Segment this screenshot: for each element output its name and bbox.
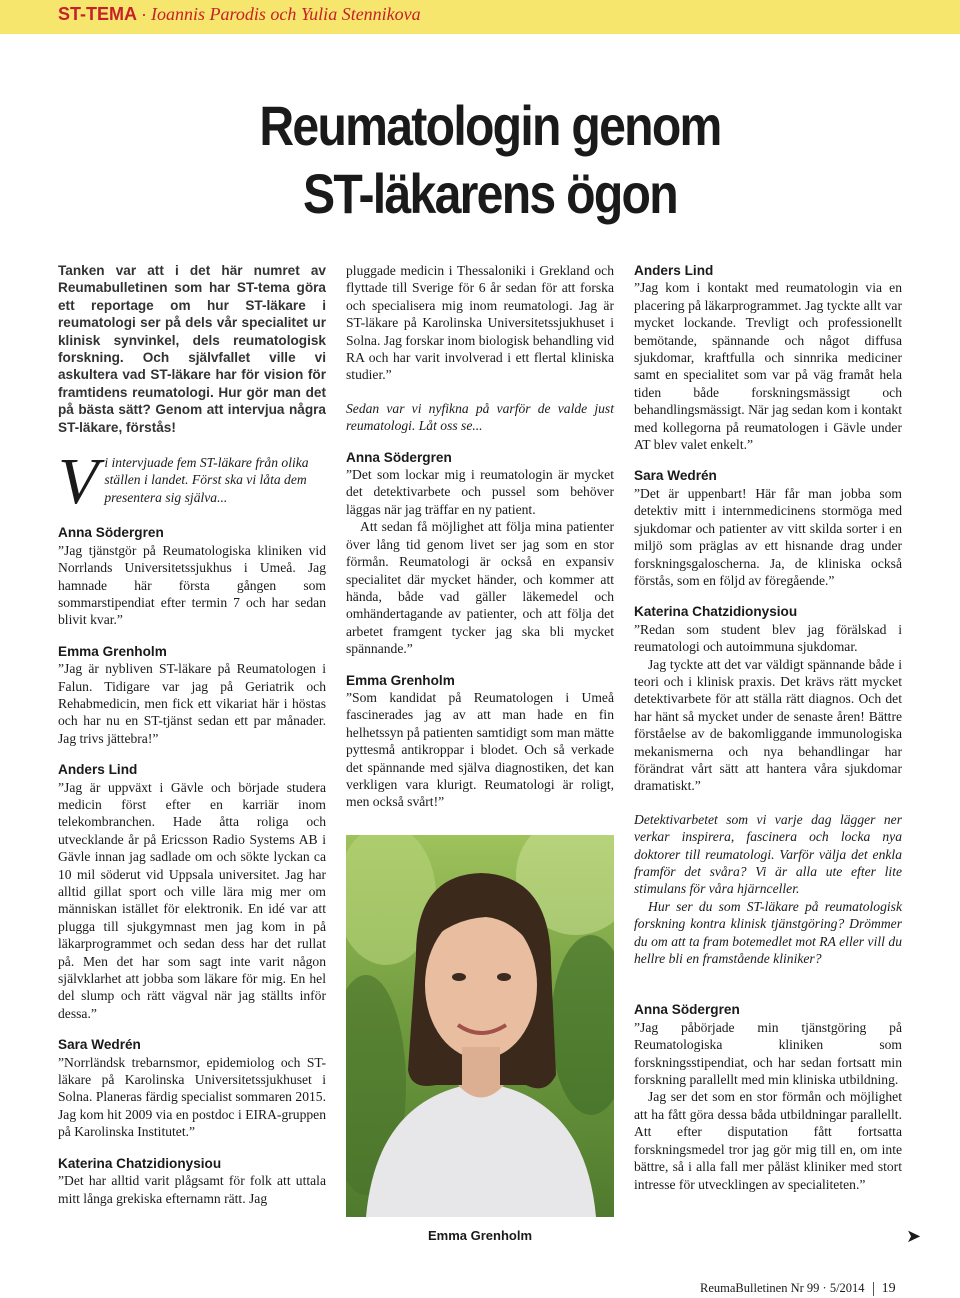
- footer-divider: [873, 1282, 874, 1296]
- interviewer-comment: Detektivarbetet som vi varje dag lägger ner verkar inspirera, fascinera och locka nya doktorer till reumatologi. Varför välja det enkla framför det svåra? Vi är alla ute efter lite stimulans för våra hjärnceller.: [634, 811, 902, 897]
- lead-paragraph: Tanken var att i det här numret av Reumabulletinen som har ST-tema göra ett reportage om hur ST-läkare i reumatologi ser på dels vår specialitet ur klinisk synvinkel, dels reumatologisk forskning. Och självfallet ville vi askultera vad ST-läkare har för vision för framtidens reumatologi. Hur gör man det på bästa sätt? Genom att intervjua några ST-läkare, förstås!: [58, 263, 326, 435]
- speaker-name: Katerina Chatzidionysiou: [634, 604, 798, 620]
- title-line-2: ST-läkarens ögon: [303, 162, 677, 225]
- portrait-photo: [346, 835, 614, 1217]
- speaker-quote: ”Det är uppenbart! Här får man jobba som detektiv mitt i internmedicinens stormöga med sjukdomar och patienter av vitt skilda sorter i en miljö som präglas av ett hisnande drag under forskningsgaloscherna. Ja, de kliniska också förstås, som en följd av föregående.”: [634, 485, 902, 588]
- section-label: ST-TEMA: [58, 4, 137, 24]
- section-header: [58, 4, 421, 25]
- journal-issue: ReumaBulletinen Nr 99 · 5/2014: [700, 1281, 865, 1295]
- drop-cap: V: [58, 445, 99, 519]
- page-footer: [700, 1281, 902, 1297]
- speaker-name: Anna Södergren: [346, 449, 452, 465]
- speaker-name: Anna Södergren: [58, 525, 164, 541]
- speaker-quote: ”Norrländsk trebarnsmor, epidemiolog och ST-läkare på Karolinska Universitetssjukhuset i Solna. Planeras färdig specialist sommaren 2015. Jag kom hit 2009 via en postdoc i EIRA-gruppen på Karolinska Institutet.”: [58, 1054, 326, 1140]
- speaker-name: Anders Lind: [634, 263, 714, 278]
- speaker-name: Emma Grenholm: [58, 643, 167, 659]
- speaker-quote: ”Jag tjänstgör på Reumatologiska kliniken vid Norrlands Universitetssjukhus i Umeå. Jag hamnade här första gången som sommarstipendiat efter termin 7 och har sedan blivit kvar.”: [58, 542, 326, 628]
- interviewer-question: Sedan var vi nyfikna på varför de valde just reumatologi. Låt oss se...: [346, 400, 614, 434]
- article-title: [206, 92, 774, 228]
- column-1: [58, 262, 326, 1207]
- column-2: [346, 262, 614, 811]
- speaker-quote-continued: Att sedan få möjlighet att följa mina patienter över lång tid genom livet ser jag som en stor förmån. Reumatologi är också en expansiv specialitet där mycket händer, och kommer att hända, både vad gäller läkemedel och omhändertagande av patienter, och att följa det arbetet framgent tycker jag ska bli mycket spännande.”: [346, 519, 614, 657]
- title-line-1: Reumatologin genom: [259, 94, 721, 157]
- speaker-quote: ”Jag kom i kontakt med reumatologin via en placering på läkarprogrammet. Jag tyckte allt var mycket lockande. Trevligt och professionellt bemötande, spännande och något diffusa sjukdomar, kraftfulla och sinnrika mediciner samt en specialitet som var på väg framåt hela tiden både forskningsmässigt och behandlingsmässigt. När jag sedan kom i kontakt med kollegorna på reumatologen i Gävle under AT blev valet enkelt.”: [634, 280, 902, 453]
- speaker-quote: ”Som kandidat på Reumatologen i Umeå fascinerades jag av att man hade en fin helhetssyn på patienten samtidigt som man mätte pyttesmå antikroppar i blodet. Och så verkade det spännande med själva diagnostiken, det kan verkligen vara klurigt. Reumatologi är roligt, men också svårt!”: [346, 689, 614, 810]
- speaker-name: Anders Lind: [58, 762, 138, 778]
- body-paragraph: pluggade medicin i Thessaloniki i Grekland och flyttade till Sverige för 6 år sedan för att forska och specialisera mig inom reumatologi. Jag är ST-läkare på Karolinska Universitetssjukhuset i Solna. Jag forskar inom biologisk behandling vid RA och har varit involverad i ett flertal kliniska studier.”: [346, 263, 614, 383]
- speaker-quote: ”Redan som student blev jag förälskad i reumatologi och autoimmuna sjukdomar.: [634, 621, 902, 655]
- speaker-name: Emma Grenholm: [346, 672, 455, 688]
- page-number: 19: [881, 1281, 896, 1296]
- intro-paragraph: [58, 445, 326, 519]
- column-3: [634, 262, 902, 1193]
- section-header-bar: [0, 0, 960, 34]
- speaker-quote: ”Jag är nybliven ST-läkare på Reumatologen i Falun. Tidigare var jag på Geriatrik och Rehabmedicin, men fick ett vikariat här i höstas och har nu en ST-tjänst sedan ett par månader. Jag trivs jättebra!”: [58, 661, 326, 746]
- speaker-quote: ”Jag påbörjade min tjänstgöring på Reumatologiska kliniken som forskningsstipendiat, och har sedan fortsatt min forskning parallellt med min kliniska utbildning.: [634, 1019, 902, 1088]
- photo-caption: Emma Grenholm: [427, 1228, 533, 1243]
- speaker-quote: ”Det har alltid varit plågsamt för folk att uttala mitt långa grekiska efternamn rätt. Jag: [58, 1173, 326, 1206]
- intro-text: i intervjuade fem ST-läkare från olika ställen i landet. Först ska vi låta dem presentera sig själva...: [104, 455, 309, 505]
- speaker-name: Anna Södergren: [634, 1002, 740, 1018]
- speaker-name: Sara Wedrén: [58, 1037, 141, 1053]
- author-names: Ioannis Parodis och Yulia Stennikova: [151, 4, 421, 24]
- speaker-quote: ”Jag är uppväxt i Gävle och började studera medicin först efter en karriär inom telekombranchen. Hade åtta roliga och utvecklande år på Ericsson Radio Systems AB i Gävle innan jag sadlade om och sökte lyckan ca 10 mil söderut vid Uppsala universitet. Jag har alltid gillat sport och ville lära mig mer om människan istället för elektronik. En idé var att plugga till sjukgymnast men jag kom in på läkarprogrammet och sedan dess har det rullat på. Men det har som sagt inte varit någon självklarhet att jobba som läkare för mig. En hel del slump och rätt vägval när jag ställts inför dessa.”: [58, 779, 326, 1021]
- continue-arrow-icon: ➤: [906, 1226, 922, 1246]
- interviewer-question: Hur ser du som ST-läkare på reumatologisk forskning kontra klinisk tjänstgöring? Drömmer du om att ta fram botemedlet mot RA eller vill du hellre bli en framstående kliniker?: [634, 898, 902, 967]
- speaker-name: Katerina Chatzidionysiou: [58, 1155, 222, 1171]
- speaker-quote: ”Det som lockar mig i reumatologin är mycket det detektivarbete och pussel som behöver läggas när jag träffar en ny patient.: [346, 467, 614, 517]
- speaker-name: Sara Wedrén: [634, 468, 717, 484]
- speaker-quote-continued: Jag tyckte att det var väldigt spännande både i teori och i klinisk praxis. Det krävs rätt mycket detektivarbete för att ställa rätt diagnos. Och det har hänt så mycket under de senaste åren! Bättre förståelse av de bakomliggande immunologiska mekanismerna och nya behandlingar har förändrat vårt sätt att hantera våra sjukdomar dramatiskt.”: [634, 656, 902, 794]
- header-separator: ·: [141, 4, 147, 24]
- speaker-quote-continued: Jag ser det som en stor förmån och möjlighet att ha fått göra dessa båda utbildningar parallellt. Att efter disputation fått fortsatta forskningsmedel tror jag gör mig till en, om inte bättre, så i alla fall mer påläst kliniker med stort intresse för utvecklingen av specialiteten.”: [634, 1089, 902, 1192]
